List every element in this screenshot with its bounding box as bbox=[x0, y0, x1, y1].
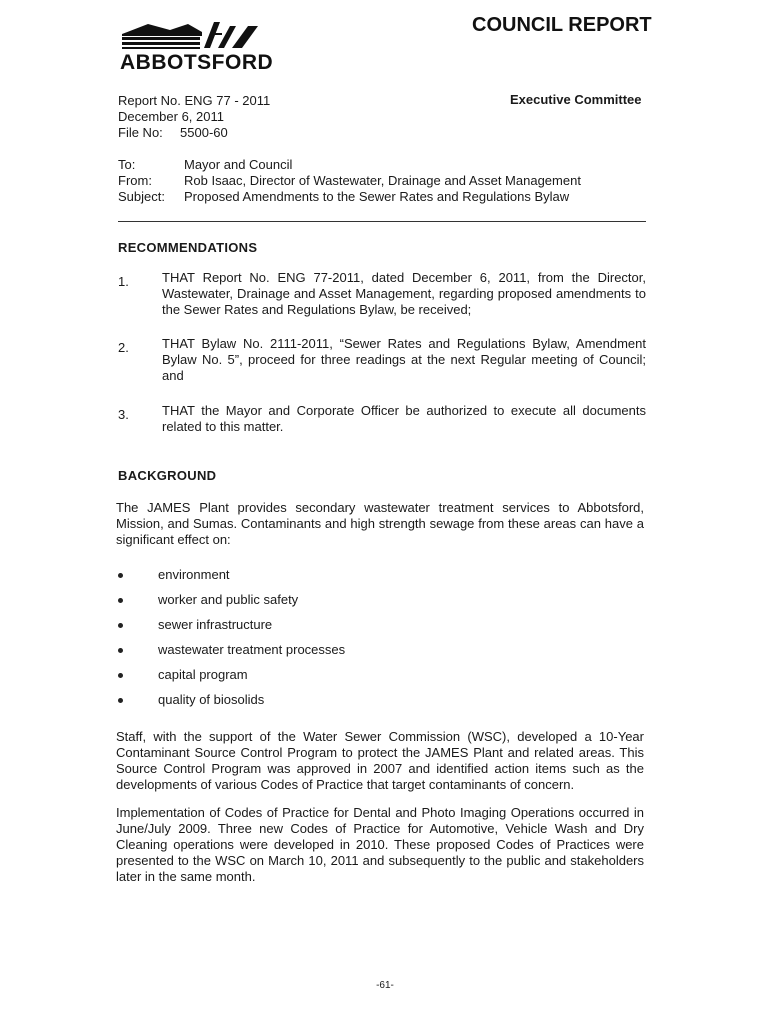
recommendation-text: THAT the Mayor and Corporate Officer be authorized to execute all documents related to this matter. bbox=[162, 403, 646, 434]
recommendations-heading: RECOMMENDATIONS bbox=[118, 240, 258, 255]
file-number-row bbox=[118, 125, 228, 141]
logo-wordmark: ABBOTSFORD bbox=[120, 51, 274, 74]
file-number-label: File No: bbox=[118, 125, 163, 140]
bullet-dot-icon bbox=[118, 623, 123, 628]
background-intro-paragraph: The JAMES Plant provides secondary wastewater treatment services to Abbotsford, Mission, and Sumas. Contaminants and high strength sewage from these areas can have a significant effect on: bbox=[116, 500, 644, 547]
header-divider bbox=[118, 221, 646, 222]
recommendation-number: 2. bbox=[118, 340, 129, 355]
recommendation-item bbox=[118, 270, 646, 320]
bullet-dot-icon bbox=[118, 698, 123, 703]
abbotsford-logo-icon bbox=[118, 16, 268, 50]
report-date: December 6, 2011 bbox=[118, 109, 224, 124]
report-number: Report No. ENG 77 - 2011 bbox=[118, 93, 271, 108]
background-heading: BACKGROUND bbox=[118, 468, 217, 483]
background-paragraph-2: Staff, with the support of the Water Sewer Commission (WSC), developed a 10-Year Contaminant Source Control Program to protect the JAMES Plant and related areas. This Source Control Program was approved in 2007 and identified action items such as the developments of various Codes of Practice that target contaminants of concern. bbox=[116, 729, 644, 792]
bullet-dot-icon bbox=[118, 598, 123, 603]
recommendation-item bbox=[118, 336, 646, 386]
committee-name: Executive Committee bbox=[510, 92, 642, 107]
bullet-dot-icon bbox=[118, 673, 123, 678]
document-type-title: COUNCIL REPORT bbox=[472, 14, 652, 36]
recommendation-number: 1. bbox=[118, 274, 129, 289]
bullet-text: environment bbox=[158, 567, 230, 582]
bullet-dot-icon bbox=[118, 573, 123, 578]
recommendation-text: THAT Bylaw No. 2111-2011, “Sewer Rates and Regulations Bylaw, Amendment Bylaw No. 5”, proceed for three readings at the next Regular meeting of Council; and bbox=[162, 336, 646, 383]
subject-label: Subject: bbox=[118, 189, 165, 204]
to-label: To: bbox=[118, 157, 136, 172]
bullet-dot-icon bbox=[118, 648, 123, 653]
background-paragraph-3: Implementation of Codes of Practice for Dental and Photo Imaging Operations occurred in June/July 2009. Three new Codes of Practice for Automotive, Vehicle Wash and Dry Cleaning operations were developed in 2010. These proposed Codes of Practices were presented to the WSC on March 10, 2011 and subsequently to the public and stakeholders later in the same month. bbox=[116, 805, 644, 884]
page-number: -61- bbox=[376, 980, 394, 991]
bullet-text: sewer infrastructure bbox=[158, 617, 273, 632]
file-number-value: 5500-60 bbox=[180, 125, 228, 140]
from-label: From: bbox=[118, 173, 152, 188]
to-row bbox=[118, 157, 292, 173]
bullet-text: worker and public safety bbox=[158, 592, 299, 607]
bullet-text: capital program bbox=[158, 667, 248, 682]
recommendation-item bbox=[118, 403, 646, 437]
bullet-text: quality of biosolids bbox=[158, 692, 265, 707]
from-value: Rob Isaac, Director of Wastewater, Drainage and Asset Management bbox=[184, 173, 581, 188]
bullet-text: wastewater treatment processes bbox=[158, 642, 346, 657]
recommendation-number: 3. bbox=[118, 407, 129, 422]
from-row bbox=[118, 173, 581, 189]
recommendation-text: THAT Report No. ENG 77-2011, dated December 6, 2011, from the Director, Wastewater, Drainage and Asset Management, regarding proposed amendments to the Sewer Rates and Regulations Bylaw, be received; bbox=[162, 270, 646, 317]
subject-value: Proposed Amendments to the Sewer Rates and Regulations Bylaw bbox=[184, 189, 570, 204]
subject-row bbox=[118, 189, 569, 205]
to-value: Mayor and Council bbox=[184, 157, 293, 172]
